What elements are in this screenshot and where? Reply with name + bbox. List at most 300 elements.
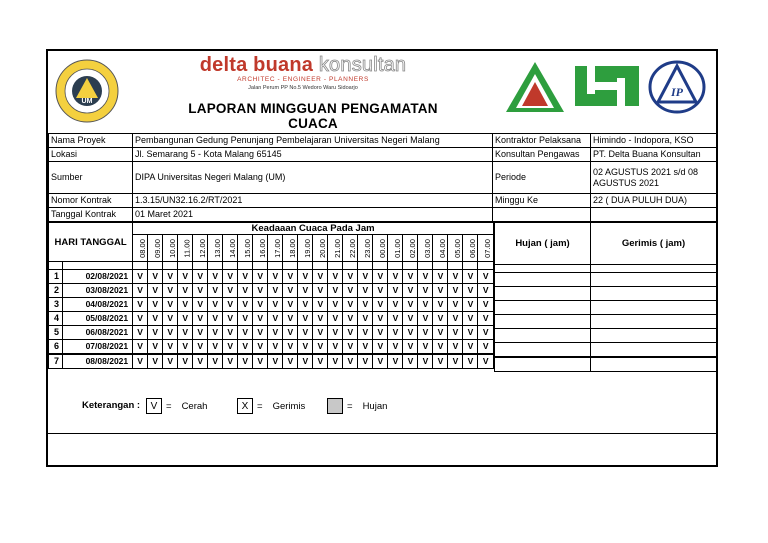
weather-mark-cell: V <box>163 326 178 340</box>
weather-mark-cell: V <box>163 354 178 369</box>
hour-label: 14.00 <box>228 238 238 258</box>
weather-mark-cell: V <box>478 326 494 340</box>
weather-mark-cell: V <box>283 340 298 355</box>
hour-label: 07.00 <box>483 238 493 258</box>
hour-label: 18.00 <box>288 238 298 258</box>
hour-header-cell <box>178 235 193 262</box>
week-value: 22 ( DUA PULUH DUA) <box>591 194 717 208</box>
spacer-cell <box>403 262 418 270</box>
weather-mark-cell: V <box>358 340 373 355</box>
hour-header-cell <box>148 235 163 262</box>
weather-mark-cell: V <box>163 270 178 284</box>
spacer-cell <box>448 262 463 270</box>
brand-word-3: konsultan <box>318 54 407 76</box>
weather-mark-cell: V <box>223 326 238 340</box>
supervisor-label: Konsultan Pengawas <box>493 148 591 162</box>
spacer-cell <box>463 262 478 270</box>
weather-mark-cell: V <box>208 284 223 298</box>
weather-mark-cell: V <box>478 298 494 312</box>
weather-mark-cell: V <box>388 340 403 355</box>
hour-label: 23.00 <box>363 238 373 258</box>
rain-hours-cell <box>495 357 591 372</box>
spacer-cell <box>193 262 208 270</box>
weather-mark-cell: V <box>373 354 388 369</box>
weather-mark-cell: V <box>163 284 178 298</box>
hour-label: 11.00 <box>182 238 192 258</box>
hour-header-cell <box>253 235 268 262</box>
day-date: 08/08/2021 <box>63 354 133 369</box>
legend-equals: = <box>347 400 353 412</box>
weather-mark-cell: V <box>388 298 403 312</box>
weather-mark-cell: V <box>238 326 253 340</box>
weather-mark-cell: V <box>433 284 448 298</box>
rain-hours-cell <box>495 287 591 301</box>
weather-mark-cell: V <box>418 270 433 284</box>
hour-header-cell <box>223 235 238 262</box>
weather-mark-cell: V <box>343 284 358 298</box>
weather-mark-cell: V <box>133 284 148 298</box>
weather-mark-cell: V <box>388 284 403 298</box>
day-date: 07/08/2021 <box>63 340 133 355</box>
spacer-cell <box>358 262 373 270</box>
clear-text: Cerah <box>181 400 208 412</box>
weather-mark-cell: V <box>223 270 238 284</box>
spacer-cell <box>253 262 268 270</box>
day-date: 03/08/2021 <box>63 284 133 298</box>
weather-mark-cell: V <box>283 270 298 284</box>
weather-mark-cell: V <box>148 284 163 298</box>
weather-mark-cell: V <box>133 326 148 340</box>
weather-mark-cell: V <box>253 298 268 312</box>
university-seal-icon <box>54 58 120 124</box>
day-date-header: HARI TANGGAL <box>49 223 133 262</box>
weather-mark-cell: V <box>313 354 328 369</box>
weather-mark-cell: V <box>133 270 148 284</box>
day-number: 4 <box>49 312 63 326</box>
weather-mark-cell: V <box>208 312 223 326</box>
weather-mark-cell: V <box>193 340 208 355</box>
weather-mark-cell: V <box>388 312 403 326</box>
weather-mark-cell: V <box>478 340 494 355</box>
day-date: 04/08/2021 <box>63 298 133 312</box>
weather-mark-cell: V <box>373 298 388 312</box>
rain-hours-header: Hujan ( jam) <box>495 223 591 265</box>
spacer-cell <box>63 262 133 270</box>
hour-header-cell <box>418 235 433 262</box>
brand-logo <box>198 54 408 92</box>
weather-mark-cell: V <box>178 340 193 355</box>
hour-header-cell <box>268 235 283 262</box>
legend-equals: = <box>166 400 172 412</box>
rain-row <box>495 357 717 372</box>
day-row <box>49 312 494 326</box>
weather-mark-cell: V <box>283 326 298 340</box>
hour-label: 16.00 <box>258 238 268 258</box>
weather-mark-cell: V <box>178 270 193 284</box>
document-title: LAPORAN MINGGUAN PENGAMATAN CUACA <box>188 101 438 131</box>
weather-mark-cell: V <box>268 326 283 340</box>
brand-word-1: delta <box>199 54 248 76</box>
weather-mark-cell: V <box>298 340 313 355</box>
weather-mark-cell: V <box>463 298 478 312</box>
brand-address: Jalan Perum PP No.5 Wedoro Waru Sidoarjo <box>248 85 358 91</box>
weather-mark-cell: V <box>193 298 208 312</box>
weather-mark-cell: V <box>148 326 163 340</box>
weather-mark-cell: V <box>478 270 494 284</box>
spacer-cell <box>238 262 253 270</box>
day-number: 7 <box>49 354 63 369</box>
spacer-cell <box>313 262 328 270</box>
spacer-cell <box>163 262 178 270</box>
location-value: Jl. Semarang 5 - Kota Malang 65145 <box>133 148 493 162</box>
weather-mark-cell: V <box>463 284 478 298</box>
hour-label: 02.00 <box>408 238 418 258</box>
rain-row <box>495 315 717 329</box>
weather-mark-cell: V <box>373 326 388 340</box>
drizzle-hours-cell <box>591 301 717 315</box>
weather-mark-cell: V <box>133 298 148 312</box>
weather-mark-cell: V <box>238 284 253 298</box>
hour-header-cell <box>388 235 403 262</box>
drizzle-hours-cell <box>591 329 717 343</box>
weather-mark-cell: V <box>388 270 403 284</box>
day-row <box>49 284 494 298</box>
weather-mark-cell: V <box>448 312 463 326</box>
weather-mark-cell: V <box>148 340 163 355</box>
weather-mark-cell: V <box>148 298 163 312</box>
weather-mark-cell: V <box>298 284 313 298</box>
weather-mark-cell: V <box>433 312 448 326</box>
project-label: Nama Proyek <box>49 134 133 148</box>
hour-header-cell <box>358 235 373 262</box>
weather-mark-cell: V <box>178 354 193 369</box>
weather-mark-cell: V <box>358 298 373 312</box>
spacer-cell <box>591 265 717 273</box>
rain-hours-cell <box>495 343 591 358</box>
hour-header-cell <box>208 235 223 262</box>
period-value: 02 AGUSTUS 2021 s/d 08 AGUSTUS 2021 <box>591 162 717 194</box>
day-date: 06/08/2021 <box>63 326 133 340</box>
weather-mark-cell: V <box>283 284 298 298</box>
day-row <box>49 326 494 340</box>
spacer-cell <box>178 262 193 270</box>
weather-mark-cell: V <box>373 340 388 355</box>
weather-mark-cell: V <box>433 270 448 284</box>
weather-mark-cell: V <box>328 354 343 369</box>
weather-mark-cell: V <box>298 326 313 340</box>
hour-label: 04.00 <box>438 238 448 258</box>
weather-mark-cell: V <box>193 326 208 340</box>
weather-mark-cell: V <box>238 340 253 355</box>
weather-mark-cell: V <box>253 326 268 340</box>
period-label: Periode <box>493 162 591 194</box>
hour-header-cell <box>448 235 463 262</box>
spacer-cell <box>268 262 283 270</box>
weather-mark-cell: V <box>298 354 313 369</box>
weather-mark-cell: V <box>448 298 463 312</box>
weather-mark-cell: V <box>253 270 268 284</box>
weather-mark-cell: V <box>313 270 328 284</box>
spacer-cell <box>418 262 433 270</box>
drizzle-hours-cell <box>591 273 717 287</box>
weather-mark-cell: V <box>178 298 193 312</box>
weather-mark-cell: V <box>448 270 463 284</box>
drizzle-hours-header: Gerimis ( jam) <box>591 223 717 265</box>
hour-label: 13.00 <box>213 238 223 258</box>
weather-mark-cell: V <box>223 354 238 369</box>
weather-mark-cell: V <box>388 354 403 369</box>
weather-mark-cell: V <box>328 298 343 312</box>
hour-header-cell <box>403 235 418 262</box>
weather-mark-cell: V <box>268 298 283 312</box>
brand-word-2: buana <box>253 54 314 76</box>
spacer-cell <box>223 262 238 270</box>
weather-mark-cell: V <box>418 326 433 340</box>
spacer-cell <box>283 262 298 270</box>
legend-label: Keterangan : <box>82 400 141 411</box>
weather-mark-cell: V <box>403 284 418 298</box>
weather-mark-cell: V <box>313 312 328 326</box>
weather-mark-cell: V <box>328 312 343 326</box>
hour-label: 00.00 <box>378 238 388 258</box>
weather-mark-cell: V <box>208 340 223 355</box>
weather-mark-cell: V <box>298 312 313 326</box>
hour-label: 01.00 <box>393 238 403 258</box>
weather-mark-cell: V <box>253 340 268 355</box>
weather-mark-cell: V <box>313 284 328 298</box>
drizzle-hours-cell <box>591 287 717 301</box>
hour-label: 17.00 <box>273 238 283 258</box>
weather-mark-cell: V <box>223 340 238 355</box>
project-value: Pembangunan Gedung Penunjang Pembelajaran Universitas Negeri Malang <box>133 134 493 148</box>
weather-mark-cell: V <box>208 354 223 369</box>
spacer-cell <box>373 262 388 270</box>
hour-label: 06.00 <box>468 238 478 258</box>
weather-mark-cell: V <box>313 340 328 355</box>
rain-symbol-box <box>327 398 343 414</box>
info-blank-cell <box>493 208 591 222</box>
weather-mark-cell: V <box>313 298 328 312</box>
weather-mark-cell: V <box>463 340 478 355</box>
weather-mark-cell: V <box>478 354 494 369</box>
rain-row <box>495 329 717 343</box>
clear-symbol-box: V <box>146 398 162 414</box>
contractor-label: Kontraktor Pelaksana <box>493 134 591 148</box>
hour-header-cell <box>313 235 328 262</box>
weather-mark-cell: V <box>208 270 223 284</box>
contractor-value: Himindo - Indopora, KSO <box>591 134 717 148</box>
weather-mark-cell: V <box>463 326 478 340</box>
drizzle-hours-cell <box>591 343 717 358</box>
weather-mark-cell: V <box>478 284 494 298</box>
weather-mark-cell: V <box>343 312 358 326</box>
hour-header-cell <box>463 235 478 262</box>
hour-header-cell <box>343 235 358 262</box>
spacer-cell <box>433 262 448 270</box>
weather-mark-cell: V <box>148 270 163 284</box>
weather-mark-cell: V <box>403 312 418 326</box>
week-label: Minggu Ke <box>493 194 591 208</box>
weather-mark-cell: V <box>403 270 418 284</box>
drizzle-hours-cell <box>591 357 717 372</box>
weather-grid-table <box>48 222 494 369</box>
weather-mark-cell: V <box>343 298 358 312</box>
day-row <box>49 298 494 312</box>
weather-mark-cell: V <box>433 354 448 369</box>
weather-mark-cell: V <box>343 326 358 340</box>
hour-header-cell <box>163 235 178 262</box>
source-value: DIPA Universitas Negeri Malang (UM) <box>133 162 493 194</box>
rain-text: Hujan <box>362 400 388 412</box>
weather-mark-cell: V <box>298 270 313 284</box>
weather-mark-cell: V <box>448 284 463 298</box>
weather-mark-cell: V <box>223 298 238 312</box>
spacer-cell <box>388 262 403 270</box>
weather-mark-cell: V <box>418 340 433 355</box>
weather-mark-cell: V <box>448 326 463 340</box>
legend-equals: = <box>257 400 263 412</box>
legend-rain <box>327 398 387 414</box>
hour-label: 15.00 <box>243 238 253 258</box>
spacer-cell <box>495 265 591 273</box>
weather-mark-cell: V <box>178 312 193 326</box>
weather-mark-cell: V <box>208 298 223 312</box>
weather-mark-cell: V <box>268 354 283 369</box>
weather-mark-cell: V <box>163 298 178 312</box>
svg-text:IP: IP <box>671 85 683 99</box>
weather-mark-cell: V <box>223 284 238 298</box>
weather-mark-cell: V <box>253 354 268 369</box>
hour-label: 05.00 <box>453 238 463 258</box>
rain-hours-cell <box>495 301 591 315</box>
contractor-logo-circle-icon <box>648 60 706 114</box>
day-number: 6 <box>49 340 63 355</box>
hour-label: 22.00 <box>348 238 358 258</box>
contract-date-value: 01 Maret 2021 <box>133 208 493 222</box>
contractor-logo-triangle-icon <box>504 60 566 114</box>
weather-mark-cell: V <box>448 354 463 369</box>
weather-mark-cell: V <box>298 298 313 312</box>
weather-mark-cell: V <box>223 312 238 326</box>
weather-mark-cell: V <box>358 326 373 340</box>
hour-header-cell <box>433 235 448 262</box>
project-info-table <box>48 133 717 222</box>
supervisor-value: PT. Delta Buana Konsultan <box>591 148 717 162</box>
hour-header-cell <box>193 235 208 262</box>
hours-header: Keadaaan Cuaca Pada Jam <box>133 223 494 235</box>
weather-mark-cell: V <box>238 298 253 312</box>
day-row <box>49 270 494 284</box>
weather-mark-cell: V <box>253 284 268 298</box>
weather-mark-cell: V <box>403 298 418 312</box>
rain-hours-cell <box>495 315 591 329</box>
weather-mark-cell: V <box>358 312 373 326</box>
contract-date-label: Tanggal Kontrak <box>49 208 133 222</box>
day-date: 02/08/2021 <box>63 270 133 284</box>
hour-header-cell <box>478 235 494 262</box>
weather-mark-cell: V <box>463 270 478 284</box>
day-number: 3 <box>49 298 63 312</box>
source-label: Sumber <box>49 162 133 194</box>
spacer-cell <box>208 262 223 270</box>
drizzle-symbol-box: X <box>237 398 253 414</box>
weather-mark-cell: V <box>343 270 358 284</box>
contract-number-value: 1.3.15/UN32.16.2/RT/2021 <box>133 194 493 208</box>
weather-mark-cell: V <box>373 270 388 284</box>
location-label: Lokasi <box>49 148 133 162</box>
hour-header-cell <box>283 235 298 262</box>
weather-mark-cell: V <box>238 312 253 326</box>
weather-mark-cell: V <box>358 270 373 284</box>
weather-mark-cell: V <box>433 340 448 355</box>
weather-mark-cell: V <box>283 312 298 326</box>
day-number: 2 <box>49 284 63 298</box>
weather-mark-cell: V <box>148 312 163 326</box>
weather-mark-cell: V <box>268 312 283 326</box>
rain-row <box>495 343 717 358</box>
weather-mark-cell: V <box>463 354 478 369</box>
spacer-cell <box>298 262 313 270</box>
weather-mark-cell: V <box>268 270 283 284</box>
rain-hours-cell <box>495 273 591 287</box>
weather-mark-cell: V <box>343 340 358 355</box>
spacer-cell <box>343 262 358 270</box>
hour-label: 21.00 <box>333 238 343 258</box>
footer-divider <box>48 433 716 434</box>
weather-mark-cell: V <box>193 312 208 326</box>
weather-mark-cell: V <box>163 340 178 355</box>
hour-label: 10.00 <box>168 238 178 258</box>
hour-label: 19.00 <box>303 238 313 258</box>
day-number: 1 <box>49 270 63 284</box>
weather-mark-cell: V <box>268 340 283 355</box>
info-blank-cell <box>591 208 717 222</box>
weather-mark-cell: V <box>403 340 418 355</box>
weather-mark-cell: V <box>373 312 388 326</box>
weather-mark-cell: V <box>433 298 448 312</box>
weather-mark-cell: V <box>328 340 343 355</box>
spacer-cell <box>328 262 343 270</box>
weather-mark-cell: V <box>133 340 148 355</box>
hour-label: 09.00 <box>153 238 163 258</box>
rain-row <box>495 273 717 287</box>
spacer-cell <box>478 262 494 270</box>
hour-header-cell <box>328 235 343 262</box>
rain-row <box>495 287 717 301</box>
legend-drizzle <box>237 398 305 414</box>
hour-label: 08.00 <box>138 238 148 258</box>
rain-row <box>495 301 717 315</box>
hour-label: 20.00 <box>318 238 328 258</box>
spacer-cell <box>148 262 163 270</box>
weather-mark-cell: V <box>268 284 283 298</box>
weather-mark-cell: V <box>253 312 268 326</box>
spacer-cell <box>133 262 148 270</box>
weather-mark-cell: V <box>433 326 448 340</box>
weather-mark-cell: V <box>418 354 433 369</box>
weather-mark-cell: V <box>418 284 433 298</box>
weather-mark-cell: V <box>418 312 433 326</box>
weather-mark-cell: V <box>358 354 373 369</box>
weather-mark-cell: V <box>403 326 418 340</box>
weather-mark-cell: V <box>283 298 298 312</box>
rain-summary-table <box>494 222 717 372</box>
weather-mark-cell: V <box>208 326 223 340</box>
weather-mark-cell: V <box>328 326 343 340</box>
hour-header-cell <box>238 235 253 262</box>
rain-hours-cell <box>495 329 591 343</box>
contractor-logo-h-icon <box>573 64 641 108</box>
